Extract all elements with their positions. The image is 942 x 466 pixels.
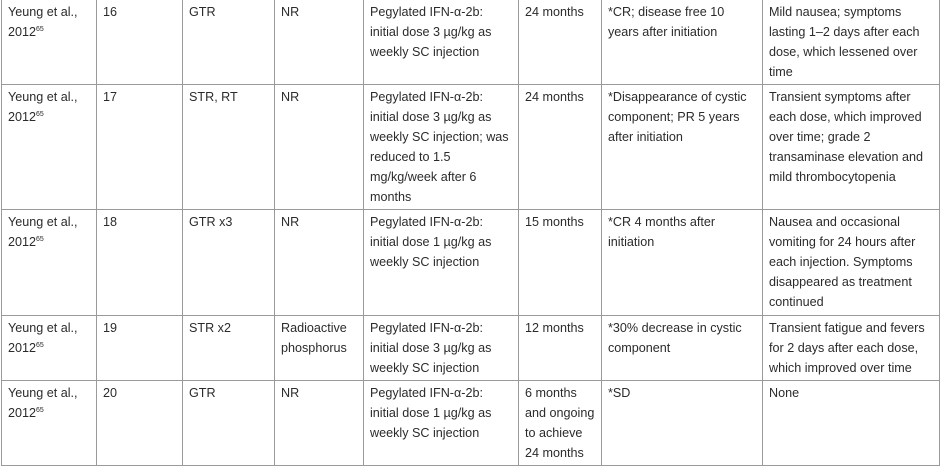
study-cell bbox=[2, 210, 97, 316]
study-text: Yeung et al., 2012 bbox=[8, 5, 78, 39]
outcome-cell: *SD bbox=[602, 381, 763, 466]
treatment-cell: Pegylated IFN-α-2b: initial dose 3 µg/kg as weekly SC injection bbox=[364, 0, 519, 85]
study-text: Yeung et al., 2012 bbox=[8, 215, 78, 249]
duration-cell: 6 months and ongoing to achieve 24 months bbox=[519, 381, 602, 466]
study-cell bbox=[2, 0, 97, 85]
table-row bbox=[2, 316, 940, 381]
adverse-effects-cell: Transient fatigue and fevers for 2 days after each dose, which improved over time bbox=[763, 316, 940, 381]
reference-superscript: 65 bbox=[36, 342, 44, 349]
surgery-cell: STR, RT bbox=[183, 85, 275, 210]
table-row bbox=[2, 210, 940, 316]
study-cell bbox=[2, 85, 97, 210]
adverse-effects-cell: Mild nausea; symptoms lasting 1–2 days after each dose, which lessened over time bbox=[763, 0, 940, 85]
adverse-effects-cell: Transient symptoms after each dose, which improved over time; grade 2 transaminase elevation and mild thrombocytopenia bbox=[763, 85, 940, 210]
study-text: Yeung et al., 2012 bbox=[8, 90, 78, 124]
study-text: Yeung et al., 2012 bbox=[8, 321, 78, 355]
prior-treatment-cell: NR bbox=[275, 381, 364, 466]
patient-cell: 16 bbox=[97, 0, 183, 85]
outcome-cell: *Disappearance of cystic component; PR 5 years after initiation bbox=[602, 85, 763, 210]
surgery-cell: STR x2 bbox=[183, 316, 275, 381]
treatment-cell: Pegylated IFN-α-2b: initial dose 1 µg/kg as weekly SC injection bbox=[364, 210, 519, 316]
table-row bbox=[2, 381, 940, 466]
reference-superscript: 65 bbox=[36, 111, 44, 118]
prior-treatment-cell: NR bbox=[275, 0, 364, 85]
outcome-cell: *30% decrease in cystic component bbox=[602, 316, 763, 381]
adverse-effects-cell: None bbox=[763, 381, 940, 466]
prior-treatment-cell: Radioactive phosphorus bbox=[275, 316, 364, 381]
treatment-cell: Pegylated IFN-α-2b: initial dose 1 µg/kg as weekly SC injection bbox=[364, 381, 519, 466]
duration-cell: 24 months bbox=[519, 85, 602, 210]
duration-cell: 15 months bbox=[519, 210, 602, 316]
table-row bbox=[2, 0, 940, 85]
reference-superscript: 65 bbox=[36, 407, 44, 414]
study-cell bbox=[2, 381, 97, 466]
treatment-cell: Pegylated IFN-α-2b: initial dose 3 µg/kg as weekly SC injection; was reduced to 1.5 mg/kg/week after 6 months bbox=[364, 85, 519, 210]
case-table bbox=[1, 0, 940, 466]
patient-cell: 17 bbox=[97, 85, 183, 210]
treatment-cell: Pegylated IFN-α-2b: initial dose 3 µg/kg as weekly SC injection bbox=[364, 316, 519, 381]
reference-superscript: 65 bbox=[36, 26, 44, 33]
outcome-cell: *CR 4 months after initiation bbox=[602, 210, 763, 316]
study-text: Yeung et al., 2012 bbox=[8, 386, 78, 420]
table-row bbox=[2, 85, 940, 210]
adverse-effects-cell: Nausea and occasional vomiting for 24 hours after each injection. Symptoms disappeared as treatment continued bbox=[763, 210, 940, 316]
surgery-cell: GTR bbox=[183, 0, 275, 85]
duration-cell: 24 months bbox=[519, 0, 602, 85]
patient-cell: 20 bbox=[97, 381, 183, 466]
outcome-cell: *CR; disease free 10 years after initiation bbox=[602, 0, 763, 85]
prior-treatment-cell: NR bbox=[275, 210, 364, 316]
surgery-cell: GTR x3 bbox=[183, 210, 275, 316]
surgery-cell: GTR bbox=[183, 381, 275, 466]
duration-cell: 12 months bbox=[519, 316, 602, 381]
prior-treatment-cell: NR bbox=[275, 85, 364, 210]
patient-cell: 18 bbox=[97, 210, 183, 316]
reference-superscript: 65 bbox=[36, 236, 44, 243]
study-cell bbox=[2, 316, 97, 381]
patient-cell: 19 bbox=[97, 316, 183, 381]
